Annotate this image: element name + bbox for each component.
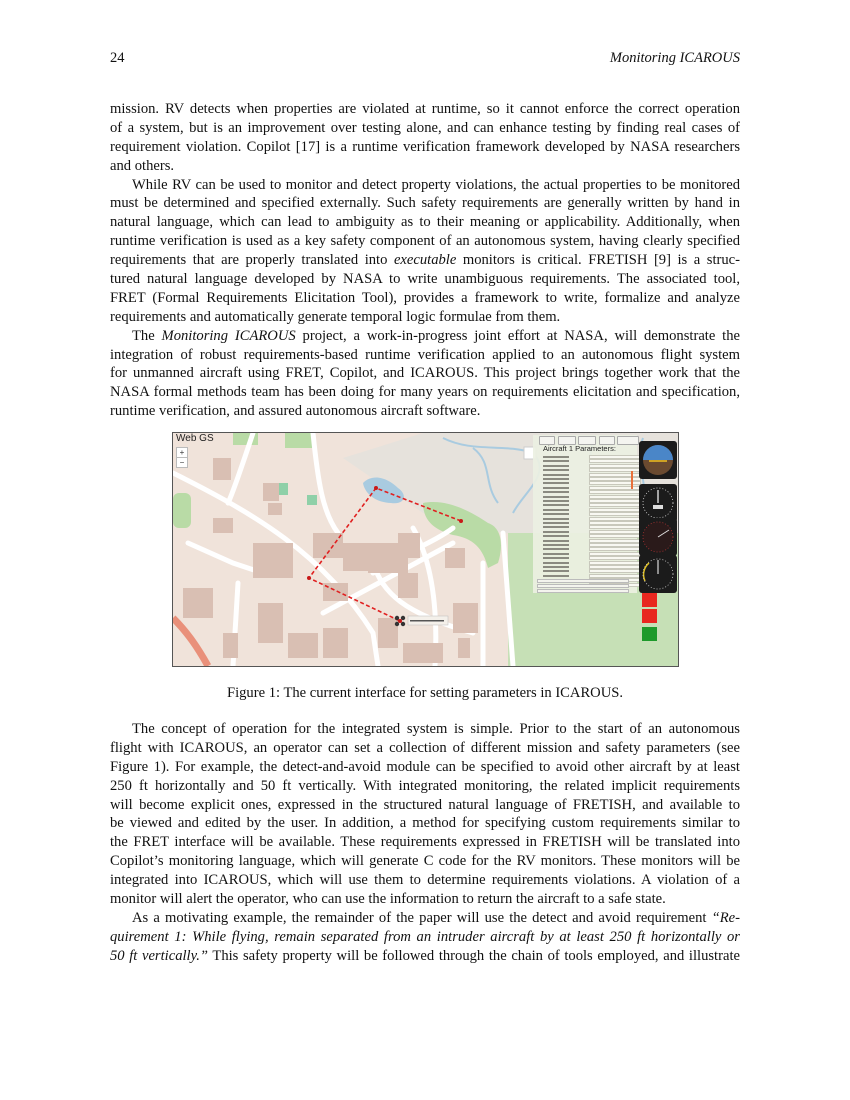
parameter-row[interactable] (543, 477, 633, 481)
parameter-row[interactable] (543, 517, 633, 521)
parameter-field[interactable] (589, 534, 641, 538)
parameter-row[interactable] (543, 486, 633, 490)
parameter-label (543, 522, 569, 524)
text-line (110, 119, 740, 138)
text-line (110, 928, 740, 947)
parameter-label (543, 562, 569, 564)
toolbar-button[interactable] (617, 436, 639, 445)
text-segment: will become explicit ones, expressed in the structured natural language of FRETISH, and available to (110, 796, 740, 813)
parameter-row[interactable] (543, 574, 633, 578)
parameter-field[interactable] (589, 503, 641, 507)
zoom-in-button[interactable]: + (176, 447, 188, 458)
text-line (110, 383, 740, 402)
parameter-field[interactable] (589, 521, 641, 525)
parameter-label (543, 509, 569, 511)
text-line (110, 947, 740, 966)
text-line (110, 796, 740, 815)
parameter-label (543, 526, 569, 528)
parameter-field[interactable] (589, 565, 641, 569)
figure-caption: Figure 1: The current interface for setting parameters in ICAROUS. (226, 685, 624, 701)
text-segment: tured natural language developed by NASA to write unambiguous requirements. The associated tool, (110, 271, 740, 288)
italic-text: executable (393, 252, 457, 269)
text-line (110, 720, 740, 739)
text-line (110, 270, 740, 289)
text-line (110, 251, 740, 270)
parameter-label (543, 540, 569, 542)
body-text-top (110, 100, 740, 421)
italic-text: “Re- (711, 909, 740, 926)
text-line (110, 138, 740, 157)
text-line (110, 232, 740, 251)
text-segment: The (132, 327, 162, 344)
parameter-label (543, 570, 569, 572)
parameter-field[interactable] (589, 473, 641, 477)
body-text-bottom (110, 720, 740, 966)
parameter-label (543, 504, 569, 506)
parameter-field[interactable] (589, 455, 641, 459)
parameter-row[interactable] (543, 459, 633, 463)
parameter-field[interactable] (589, 517, 641, 521)
parameter-label (543, 548, 569, 550)
parameter-field[interactable] (589, 495, 641, 499)
parameter-label (543, 575, 569, 577)
figure-web-gs-screenshot (172, 432, 679, 667)
aircraft-status-icon[interactable] (642, 593, 657, 607)
parameter-label (543, 460, 569, 462)
parameter-label (543, 500, 569, 502)
text-segment: project, a work-in-progress joint effort at NASA, will demonstrate the (295, 327, 741, 344)
parameter-field[interactable] (589, 574, 641, 578)
parameter-row[interactable] (543, 543, 633, 547)
parameter-row[interactable] (543, 512, 633, 516)
altimeter-gauge (639, 518, 677, 556)
text-line (110, 308, 740, 327)
parameter-field[interactable] (589, 561, 641, 565)
parameter-field[interactable] (589, 543, 641, 547)
parameter-row[interactable] (543, 569, 633, 573)
panel-action-button[interactable] (537, 584, 629, 588)
parameter-row[interactable] (543, 468, 633, 472)
parameter-row[interactable] (543, 539, 633, 543)
text-line (110, 402, 740, 421)
text-segment: integration of robust requirements-based runtime verification applied to an autonomous flight system (110, 346, 740, 363)
parameter-row[interactable] (543, 503, 633, 507)
text-segment: monitor will alert the operator, who can use the information to return the aircraft to a safe state. (110, 891, 666, 908)
parameter-field[interactable] (589, 481, 641, 485)
parameter-row[interactable] (543, 561, 633, 565)
text-line (110, 852, 740, 871)
text-segment: runtime verification is used as a key safety component of an autonomous system, having clearly specified (110, 233, 740, 250)
text-line (110, 194, 740, 213)
text-segment: integrated into ICAROUS, which will use them to determine requirements violations. A violation of a (110, 872, 740, 889)
text-segment: requirements that are properly translated into (110, 252, 394, 269)
instrument-gauges (639, 441, 677, 601)
parameter-row[interactable] (543, 490, 633, 494)
text-line (110, 364, 740, 383)
parameter-field[interactable] (589, 525, 641, 529)
text-line (110, 157, 740, 176)
app-title: Web GS (176, 433, 214, 444)
text-line (110, 213, 740, 232)
parameter-row[interactable] (543, 473, 633, 477)
parameter-label (543, 469, 569, 471)
parameter-row[interactable] (543, 464, 633, 468)
parameters-panel (533, 435, 637, 593)
text-line (110, 289, 740, 308)
text-line (110, 758, 740, 777)
text-segment: mission. RV detects when properties are violated at runtime, so it cannot enforce the correct operation (110, 101, 740, 117)
parameter-row[interactable] (543, 552, 633, 556)
text-line (110, 346, 740, 365)
parameter-field[interactable] (589, 556, 641, 560)
text-line (110, 100, 740, 119)
parameter-row[interactable] (543, 455, 633, 459)
text-line (110, 833, 740, 852)
text-segment: be viewed and edited by the user. In addition, a method for specifying custom requirements similar to (110, 815, 740, 832)
parameter-row[interactable] (543, 547, 633, 551)
text-segment: natural language, which can lead to ambiguity as to their meaning or applicability. Additionally, when (110, 214, 740, 231)
airspeed-gauge (639, 484, 677, 522)
parameter-field[interactable] (589, 468, 641, 472)
text-line (110, 909, 740, 928)
text-segment: the FRET interface will be available. These requirements expressed in FRETISH will be translated into (110, 834, 740, 851)
text-segment: The concept of operation for the integrated system is simple. Prior to the start of an autonomous (132, 721, 740, 737)
parameter-label (543, 553, 569, 555)
parameter-field[interactable] (589, 459, 641, 463)
parameter-field[interactable] (589, 464, 641, 468)
text-line (110, 890, 740, 909)
parameter-label (543, 531, 569, 533)
parameter-row[interactable] (543, 521, 633, 525)
text-segment: As a motivating example, the remainder of the paper will use the detect and avoid requirement (132, 909, 712, 926)
text-segment: requirement violation. Copilot [17] is a runtime verification framework developed by NASA researchers (110, 138, 740, 155)
text-line (110, 871, 740, 890)
parameter-field[interactable] (589, 490, 641, 494)
parameter-label (543, 456, 569, 458)
attitude-indicator (639, 441, 677, 479)
parameter-field[interactable] (589, 508, 641, 512)
text-line (110, 814, 740, 833)
radio-signal-icon[interactable] (642, 627, 657, 641)
parameter-field[interactable] (589, 530, 641, 534)
parameter-label (543, 474, 569, 476)
text-line (110, 176, 740, 195)
text-segment: flight with ICAROUS, an operator can set a collection of different mission and safety parameters (see (110, 739, 740, 756)
italic-text: Monitoring ICAROUS (161, 327, 296, 344)
text-segment: 250 ft horizontally and 50 ft vertically. With integrated monitoring, the related implicit requirements (110, 777, 740, 794)
parameter-field[interactable] (589, 499, 641, 503)
parameter-label (543, 535, 569, 537)
parameter-row[interactable] (543, 499, 633, 503)
waypoint-marker (374, 486, 378, 490)
italic-text: quirement 1: While flying, remain separated from an intruder aircraft by at least 250 ft horizontally or (110, 928, 740, 945)
parameter-label (543, 487, 569, 489)
parameter-row[interactable] (543, 530, 633, 534)
italic-text: 50 ft vertically.” (110, 947, 209, 964)
parameter-label (543, 566, 569, 568)
waypoint-marker (459, 519, 463, 523)
text-segment: and others. (110, 157, 175, 174)
page-number: 24 (110, 50, 125, 66)
scrollbar[interactable] (631, 471, 633, 489)
parameter-row[interactable] (543, 508, 633, 512)
text-segment: monitors is critical. FRETISH [9] is a struc- (456, 252, 740, 269)
text-segment: must be determined and specified externally. Such safety requirements are generally written by hand in (110, 195, 740, 212)
text-line (110, 327, 740, 346)
parameter-field[interactable] (589, 539, 641, 543)
text-segment: Figure 1). For example, the detect-and-avoid module can be specified to avoid other aircraft by at least (110, 758, 740, 775)
zoom-out-button[interactable]: − (176, 457, 188, 468)
parameter-row[interactable] (543, 525, 633, 529)
parameter-field[interactable] (589, 552, 641, 556)
parameter-label (543, 478, 569, 480)
parameter-label (543, 482, 569, 484)
parameter-field[interactable] (589, 547, 641, 551)
panel-action-button[interactable] (537, 589, 629, 593)
parameter-label (543, 544, 569, 546)
text-segment: requirements and automatically generate temporal logic formulae from them. (110, 308, 561, 325)
parameter-label (543, 496, 569, 498)
text-line (110, 739, 740, 758)
text-line (110, 777, 740, 796)
parameter-row[interactable] (543, 495, 633, 499)
connection-status-icon[interactable] (642, 609, 657, 623)
parameter-field[interactable] (589, 512, 641, 516)
text-segment: FRET (Formal Requirements Elicitation Tool), provides a framework to write, formalize and analyze (110, 289, 740, 306)
parameter-label (543, 518, 569, 520)
parameter-row[interactable] (543, 565, 633, 569)
parameter-field[interactable] (589, 486, 641, 490)
panel-title: Aircraft 1 Parameters: (543, 444, 616, 453)
parameter-row[interactable] (543, 481, 633, 485)
text-segment: of a system, but is an improvement over testing alone, and can enhance testing by finding real cases of (110, 119, 740, 136)
panel-action-button[interactable] (537, 579, 629, 583)
vertical-speed-gauge (639, 555, 677, 593)
parameter-label (543, 465, 569, 467)
parameter-field[interactable] (589, 477, 641, 481)
text-segment: Copilot’s monitoring language, which will generate C code for the RV monitors. These monitors will be (110, 853, 740, 870)
parameter-row[interactable] (543, 534, 633, 538)
text-segment: While RV can be used to monitor and detect property violations, the actual properties to be monitored (132, 176, 740, 193)
text-segment: NASA formal methods team has been doing for many years on requirements elicitation and specification, (110, 384, 740, 401)
waypoint-marker (307, 576, 311, 580)
parameter-row[interactable] (543, 556, 633, 560)
parameter-label (543, 491, 569, 493)
text-segment: This safety property will be followed through the chain of tools employed, and illustrate (208, 947, 740, 964)
text-segment: for unmanned aircraft using FRET, Copilot, and ICAROUS. This project brings together work that the (110, 365, 740, 382)
parameter-field[interactable] (589, 569, 641, 573)
parameter-label (543, 513, 569, 515)
running-title: Monitoring ICAROUS (609, 50, 740, 66)
parameter-label (543, 557, 569, 559)
text-segment: runtime verification, and assured autonomous aircraft software. (110, 403, 481, 420)
